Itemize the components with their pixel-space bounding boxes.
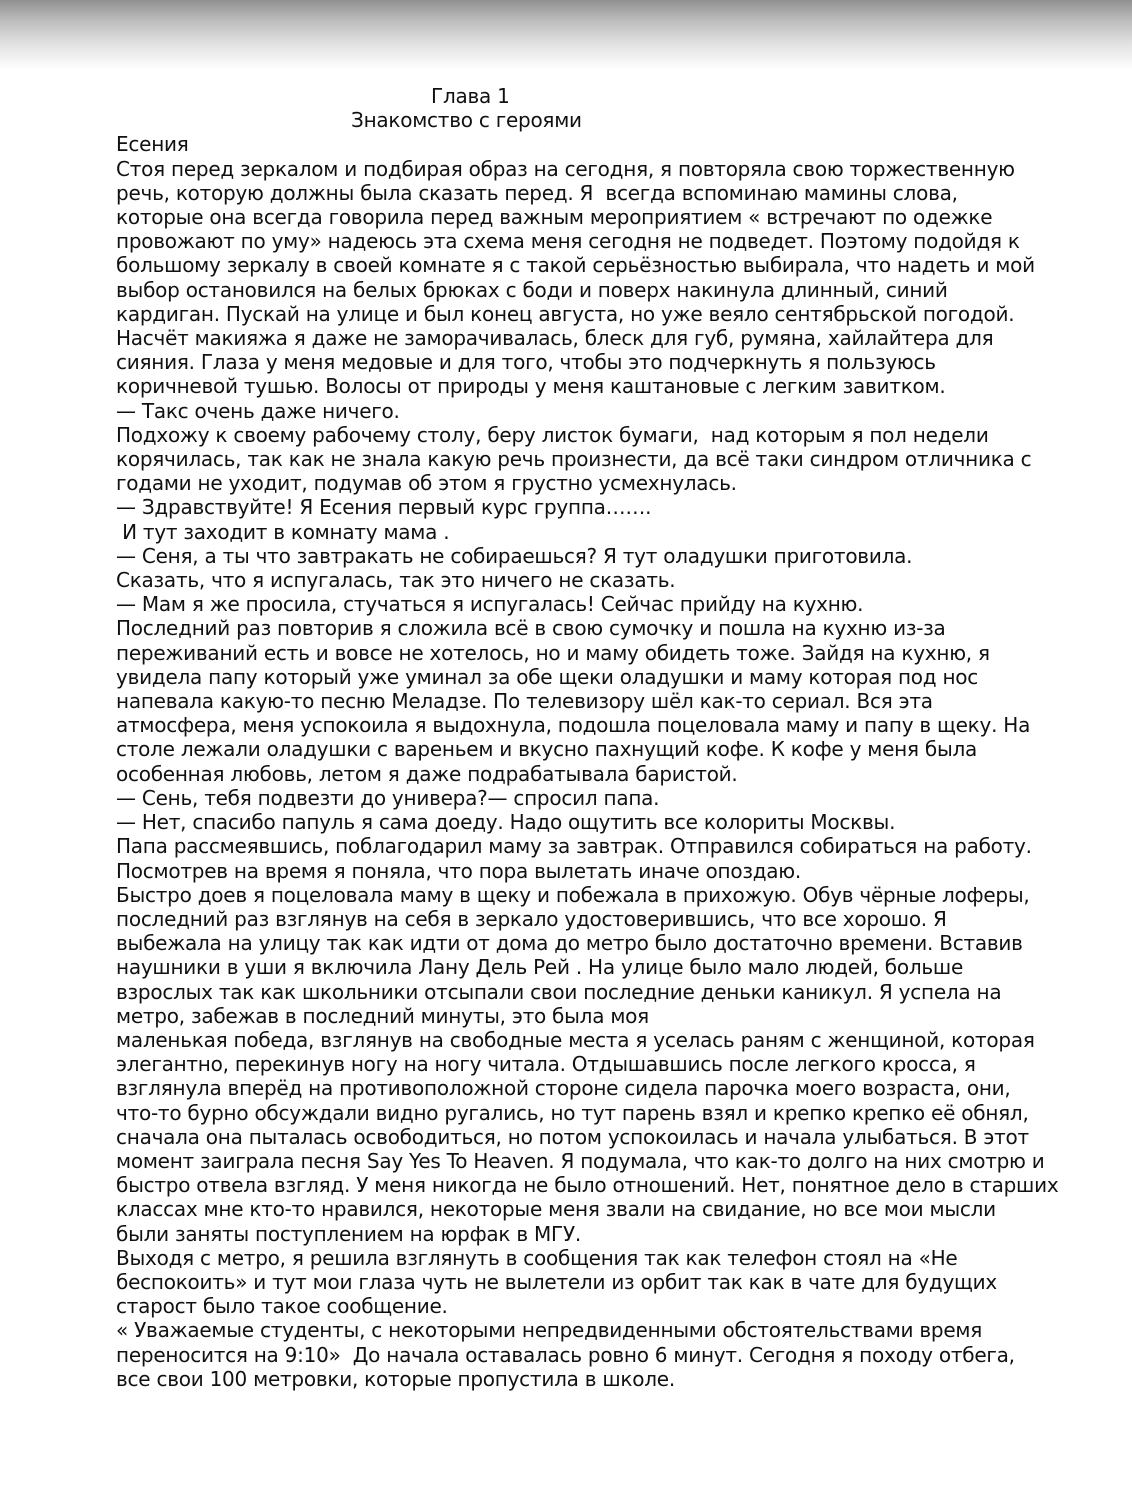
text-line: столе лежали оладушки с вареньем и вкусно пахнущий кофе. К кофе у меня была	[116, 737, 978, 762]
document-body	[116, 132, 1076, 1391]
text-line: что-то бурно обсуждали видно ругались, но тут парень взял и крепко крепко её обнял,	[116, 1100, 1029, 1125]
text-line: большому зеркалу в своей комнате я с такой серьёзностью выбирала, что надеть и мой	[116, 253, 1035, 278]
text-line: напевала какую-то песню Меладзе. По телевизору шёл как-то сериал. Вся эта	[116, 689, 933, 714]
text-line: особенная любовь, летом я даже подрабатывала баристой.	[116, 761, 738, 786]
text-line: — Сень, тебя подвезти до универа?— спросил папа.	[116, 785, 660, 810]
text-line: переносится на 9:10» До начала оставалась ровно 6 минут. Сегодня я походу отбега,	[116, 1342, 1015, 1367]
text-line: переживаний есть и вовсе не хотелось, но и маму обидеть тоже. Зайдя на кухню, я	[116, 640, 990, 665]
text-line: момент заиграла песня Say Yes To Heaven. Я подумала, что как-то долго на них смотрю и	[116, 1148, 1045, 1173]
text-line: годами не уходит, подумав об этом я грустно усмехнулась.	[116, 471, 737, 496]
text-line: метро, забежав в последний минуты, это была моя	[116, 1003, 649, 1028]
text-line: Насчёт макияжа я даже не заморачивалась, блеск для губ, румяна, хайлайтера для	[116, 326, 994, 351]
text-line: были заняты поступлением на юрфак в МГУ.	[116, 1221, 581, 1246]
text-line: все свои 100 метровки, которые пропустила в школе.	[116, 1366, 675, 1391]
text-line: наушники в уши я включила Лану Дель Рей . На улице было мало людей, больше	[116, 955, 964, 980]
text-line: — Сеня, а ты что завтракать не собираешься? Я тут оладушки приготовила.	[116, 543, 913, 568]
text-line: провожают по уму» надеюсь эта схема меня сегодня не подведет. Поэтому подойдя к	[116, 229, 1020, 254]
text-line: Есения	[116, 132, 189, 157]
text-line: выбор остановился на белых брюках с боди и поверх накинула длинный, синий	[116, 277, 948, 302]
top-shadow	[0, 0, 1132, 70]
text-line: Выходя с метро, я решила взглянуть в сообщения так как телефон стоял на «Не	[116, 1245, 958, 1270]
chapter-subtitle: Знакомство с героями	[351, 108, 582, 133]
text-line: — Нет, спасибо папуль я сама доеду. Надо ощутить все колориты Москвы.	[116, 810, 896, 835]
text-line: Посмотрев на время я поняла, что пора вылетать иначе опоздаю.	[116, 858, 801, 883]
document-page	[116, 84, 1076, 1391]
text-line: быстро отвела взгляд. У меня никогда не было отношений. Нет, понятное дело в старших	[116, 1173, 1059, 1198]
text-line: речь, которую должны была сказать перед. Я всегда вспоминаю мамины слова,	[116, 180, 958, 205]
text-line: маленькая победа, взглянув на свободные места я уселась раням с женщиной, которая	[116, 1027, 1035, 1052]
text-line: Последний раз повторив я сложила всё в свою сумочку и пошла на кухню из-за	[116, 616, 946, 641]
text-line: Подхожу к своему рабочему столу, беру листок бумаги, над которым я пол недели	[116, 422, 989, 447]
text-line: атмосфера, меня успокоила я выдохнула, подошла поцеловала маму и папу в щеку. На	[116, 713, 1031, 738]
text-line: классах мне кто-то нравился, некоторые меня звали на свидание, но все мои мысли	[116, 1197, 996, 1222]
text-line: сияния. Глаза у меня медовые и для того, чтобы это подчеркнуть я пользуюсь	[116, 350, 936, 375]
text-line: Сказать, что я испугалась, так это ничего не сказать.	[116, 568, 676, 593]
text-line: последний раз взглянув на себя в зеркало удостоверившись, что все хорошо. Я	[116, 906, 947, 931]
text-line: взглянула вперёд на противоположной стороне сидела парочка моего возраста, они,	[116, 1076, 1011, 1101]
text-line: Быстро доев я поцеловала маму в щеку и побежала в прихожую. Обув чёрные лоферы,	[116, 882, 1030, 907]
text-line: кардиган. Пускай на улице и был конец августа, но уже веяло сентябрьской погодой.	[116, 301, 1015, 326]
text-line: корячилась, так как не знала какую речь произнести, да всё таки синдром отличника с	[116, 447, 1032, 472]
text-line: — Здравствуйте! Я Есения первый курс группа…….	[116, 495, 652, 520]
text-line: старост было такое сообщение.	[116, 1294, 448, 1319]
text-line: — Мам я же просила, стучаться я испугалась! Сейчас прийду на кухню.	[116, 592, 864, 617]
text-line: беспокоить» и тут мои глаза чуть не вылетели из орбит так как в чате для будущих	[116, 1269, 997, 1294]
text-line: Стоя перед зеркалом и подбирая образ на сегодня, я повторяла свою торжественную	[116, 156, 1015, 181]
text-line: взрослых так как школьники отсыпали свои последние деньки каникул. Я успела на	[116, 979, 1002, 1004]
text-line: коричневой тушью. Волосы от природы у меня каштановые с легким завитком.	[116, 374, 946, 399]
text-line: сначала она пыталась освободиться, но потом успокоилась и начала улыбаться. В этот	[116, 1124, 1029, 1149]
text-line: выбежала на улицу так как идти от дома до метро было достаточно времени. Вставив	[116, 931, 1023, 956]
text-line: элегантно, перекинув ногу на ногу читала. Отдышавшись после легкого кросса, я	[116, 1052, 976, 1077]
text-line: которые она всегда говорила перед важным мероприятием « встречают по одежке	[116, 205, 993, 230]
text-line: Папа рассмеявшись, поблагодарил маму за завтрак. Отправился собираться на работу.	[116, 834, 1032, 859]
chapter-title: Глава 1	[431, 84, 510, 108]
text-line: увидела папу который уже уминал за обе щеки оладушки и маму которая под нос	[116, 664, 979, 689]
text-line: И тут заходит в комнату мама .	[116, 519, 450, 544]
text-line: « Уважаемые студенты, с некоторыми непредвиденными обстоятельствами время	[116, 1318, 983, 1343]
text-line: — Такс очень даже ничего.	[116, 398, 400, 423]
